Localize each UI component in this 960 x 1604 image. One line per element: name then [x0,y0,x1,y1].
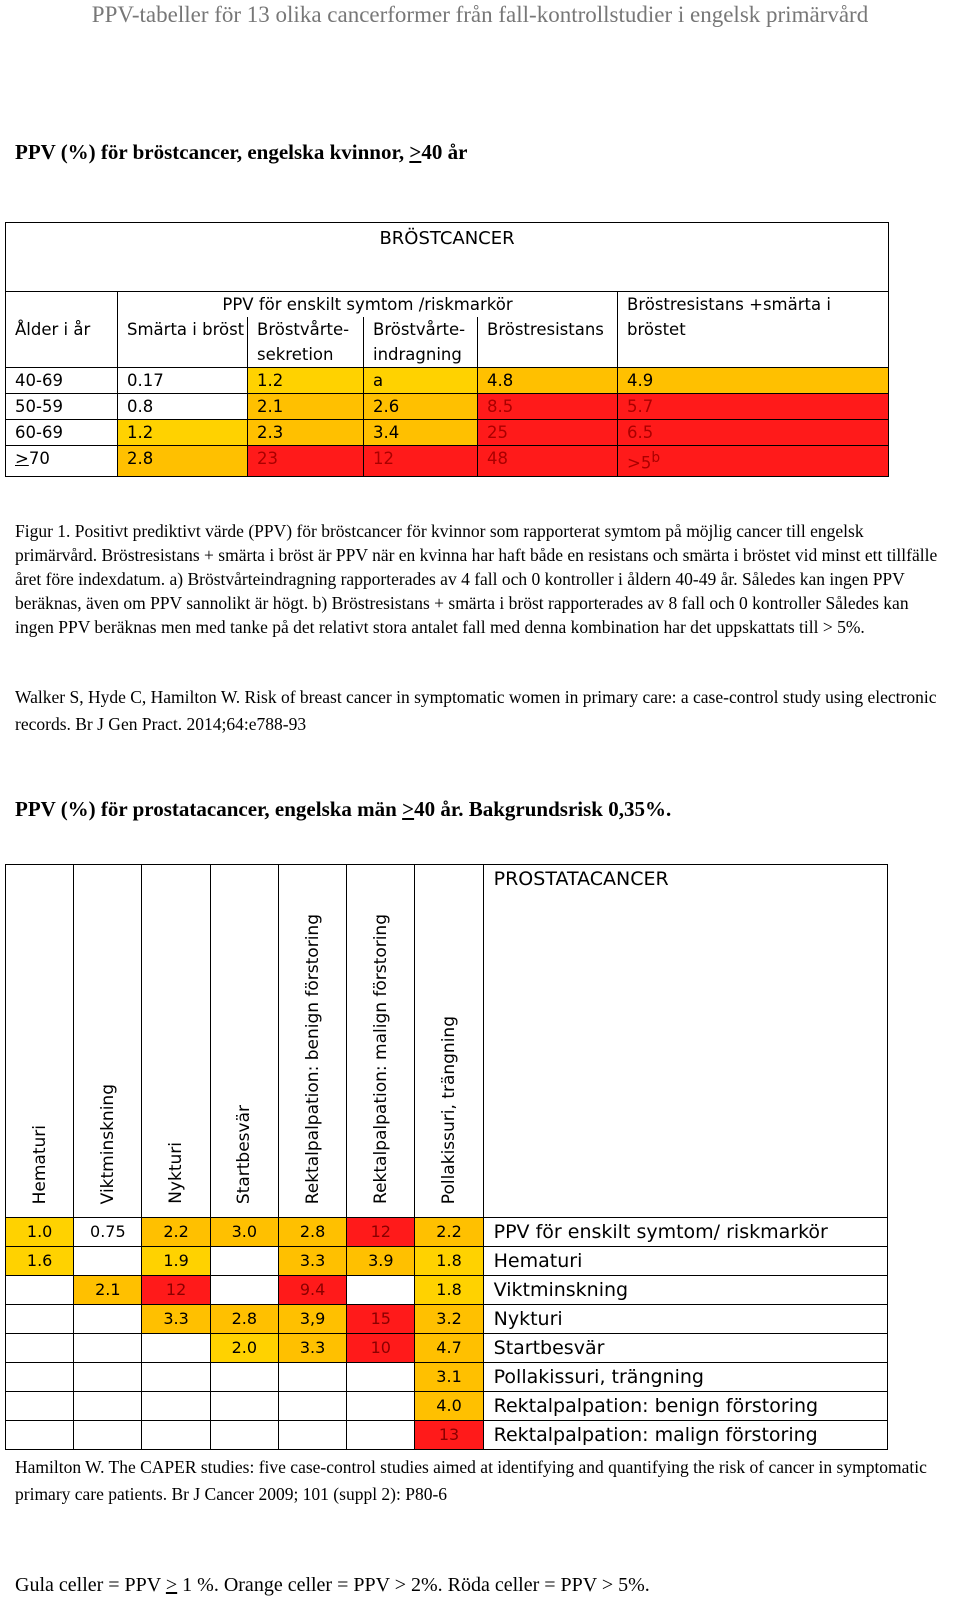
prostate-cell [347,1392,415,1421]
prostate-cell [6,1276,74,1305]
breast-cancer-table [5,222,889,477]
breast-cell-discharge: 23 [248,446,364,477]
prostate-cell [347,1363,415,1392]
prostate-cell: 12 [347,1218,415,1247]
prostate-row [6,1421,888,1450]
breast-row [6,446,889,477]
prostate-row [6,1363,888,1392]
breast-ppv-group-label: PPV för enskilt symtom /riskmarkör [118,292,618,318]
prostate-cell: 0.75 [74,1218,142,1247]
breast-cell-combo: 6.5 [618,420,889,446]
breast-cell-pain: 0.17 [118,368,248,394]
prostate-cell [6,1363,74,1392]
prostate-cell: 15 [347,1305,415,1334]
prostate-reference: Hamilton W. The CAPER studies: five case-control studies aimed at identifying and quantifying the risk of cancer in symptomatic primary care patients. Br J Cancer 2009; 101 (suppl 2): P80-6 [15,1457,927,1504]
prostate-cell [347,1421,415,1450]
prostate-cell: 1.8 [415,1247,483,1276]
prostate-row [6,1305,888,1334]
breast-cell-discharge: 1.2 [248,368,364,394]
breast-col-retraction: Bröstvårte-indragning [364,317,478,368]
prostate-cell [6,1334,74,1363]
prostate-heading [15,797,671,822]
prostate-row-label: Pollakissuri, trängning [483,1363,887,1392]
prostate-cell [278,1392,346,1421]
breast-cell-lump: 25 [478,420,618,446]
prostate-cell [74,1247,142,1276]
breast-cell-age [6,446,118,477]
prostate-cell [74,1421,142,1450]
breast-heading [15,140,467,165]
prostate-cell [142,1421,210,1450]
breast-row [6,394,889,420]
prostate-cell: 13 [415,1421,483,1450]
prostate-cell: 2.2 [142,1218,210,1247]
prostate-row [6,1334,888,1363]
color-legend [15,1574,650,1597]
breast-heading-suffix: 40 år [421,140,468,164]
prostate-cell [74,1334,142,1363]
prostate-cell: 3.1 [415,1363,483,1392]
breast-cell-lump: 4.8 [478,368,618,394]
breast-cell-discharge: 2.3 [248,420,364,446]
legend-suffix: 1 %. Orange celler = PPV > 2%. Röda celler = PPV > 5%. [177,1574,650,1596]
breast-col-age: Ålder i år [6,317,118,368]
prostate-cell: 3.2 [415,1305,483,1334]
prostate-cell [210,1392,278,1421]
breast-cell-retraction: 12 [364,446,478,477]
prostate-row-label: Hematuri [483,1247,887,1276]
breast-caption: Figur 1. Positivt prediktivt värde (PPV) för bröstcancer för kvinnor som rapporterat symtom på möjlig cancer till engelsk primärvård. Bröstresistans + smärta i bröst är PPV när en kvinna har haft både en resistans och smärta i bröstet vid minst ett tillfälle året före indexdatum. a) Bröstvårteindragning rapporterades av 4 fall och 0 kontroller i åldern 40-49 år. Således kan ingen PPV beräknas, även om PPV sannolikt är högt. b) Bröstresistans + smärta i bröst rapporterades av 8 fall och 0 kontroller Således kan ingen PPV beräknas men med tanke på det relativt stora antalet fall med denna kombination har det uppskattats till > 5%. [15,521,938,637]
legend-symbol: > [165,1574,178,1596]
breast-cell-retraction: 2.6 [364,394,478,420]
prostate-cell: 2.1 [74,1276,142,1305]
prostate-heading-suffix: 40 år. Bakgrundsrisk 0,35%. [414,797,672,821]
prostate-cell: 2.8 [278,1218,346,1247]
breast-heading-text: PPV (%) för bröstcancer, engelska kvinnor, [15,140,410,164]
breast-cell-age: 40-69 [6,368,118,394]
prostate-col-label: Pollakissuri, trängning [439,1015,460,1204]
prostate-col-label: Rektalpalpation: malign förstoring [370,914,391,1204]
prostate-cell [278,1363,346,1392]
prostate-table-title: PROSTATACANCER [483,865,887,1218]
breast-reference: Walker S, Hyde C, Hamilton W. Risk of breast cancer in symptomatic women in primary care: a case-control study using electronic records. Br J Gen Pract. 2014;64:e788-93 [15,687,937,734]
prostate-heading-symbol: > [402,797,415,821]
prostate-cell [6,1421,74,1450]
prostate-row [6,1392,888,1421]
prostate-cell [210,1276,278,1305]
prostate-cell: 12 [142,1276,210,1305]
prostate-row-label: Viktminskning [483,1276,887,1305]
prostate-cell [210,1247,278,1276]
prostate-row [6,1276,888,1305]
prostate-row-label: Rektalpalpation: malign förstoring [483,1421,887,1450]
prostate-cell: 3.3 [278,1334,346,1363]
prostate-col-startbesvar [210,865,278,1218]
prostate-cell: 1.8 [415,1276,483,1305]
breast-col-discharge: Bröstvårte-sekretion [248,317,364,368]
prostate-cell [278,1421,346,1450]
prostate-cell [74,1392,142,1421]
prostate-col-label: Nykturi [166,1142,187,1204]
prostate-col-label: Viktminskning [97,1083,118,1204]
prostate-heading-text: PPV (%) för prostatacancer, engelska män [15,797,403,821]
prostate-cell: 2.8 [210,1305,278,1334]
prostate-cell [142,1363,210,1392]
breast-col-lump: Bröstresistans [478,317,618,368]
prostate-cell [74,1363,142,1392]
prostate-cell [74,1305,142,1334]
legend-text: Gula celler = PPV [15,1574,166,1596]
prostate-cell [6,1305,74,1334]
prostate-col-pollakissuri [415,865,483,1218]
page-title: PPV-tabeller för 13 olika cancerformer från fall-kontrollstudier i engelsk primärvård [91,2,869,27]
prostate-row [6,1218,888,1247]
prostate-cell: 3.3 [142,1305,210,1334]
prostate-cancer-table [5,864,888,1450]
breast-cell-pain: 2.8 [118,446,248,477]
prostate-cell: 1.9 [142,1247,210,1276]
prostate-cell [210,1363,278,1392]
breast-cell-age: 50-59 [6,394,118,420]
prostate-row [6,1247,888,1276]
breast-cell-retraction: 3.4 [364,420,478,446]
breast-cell-combo: 4.9 [618,368,889,394]
breast-cell-pain: 0.8 [118,394,248,420]
prostate-col-label: Startbesvär [234,1104,255,1204]
breast-age-symbol: > [15,449,29,468]
breast-heading-symbol: > [409,140,422,164]
prostate-cell: 4.7 [415,1334,483,1363]
breast-combo-value: >5 [627,453,652,473]
prostate-cell [347,1276,415,1305]
prostate-cell: 3.3 [278,1247,346,1276]
breast-cell-pain: 1.2 [118,420,248,446]
breast-header-empty [6,292,118,318]
breast-row [6,420,889,446]
prostate-row-label: Nykturi [483,1305,887,1334]
prostate-col-label: Hematuri [29,1124,50,1204]
breast-row [6,368,889,394]
breast-cell-age: 60-69 [6,420,118,446]
prostate-cell: 3,9 [278,1305,346,1334]
prostate-col-label: Rektalpalpation: benign förstoring [302,913,323,1204]
prostate-row-label: PPV för enskilt symtom/ riskmarkör [483,1218,887,1247]
prostate-cell: 2.2 [415,1218,483,1247]
breast-cell-retraction: a [364,368,478,394]
prostate-cell: 1.0 [6,1218,74,1247]
breast-age-value: 70 [28,449,50,468]
prostate-cell: 3.0 [210,1218,278,1247]
prostate-col-rektal-malign [347,865,415,1218]
breast-cell-lump: 48 [478,446,618,477]
prostate-cell: 3.9 [347,1247,415,1276]
breast-combo-footnote: b [651,450,661,466]
breast-cell-combo: 5.7 [618,394,889,420]
prostate-row-label: Rektalpalpation: benign förstoring [483,1392,887,1421]
breast-cell-discharge: 2.1 [248,394,364,420]
breast-table-title: BRÖSTCANCER [6,223,889,292]
prostate-cell: 1.6 [6,1247,74,1276]
prostate-cell [210,1421,278,1450]
breast-cell-combo [618,446,889,477]
prostate-col-nykturi [142,865,210,1218]
prostate-col-rektal-benign [278,865,346,1218]
prostate-cell: 9.4 [278,1276,346,1305]
breast-col-combo: Bröstresistans +smärta i bröstet [618,292,889,368]
prostate-cell: 4.0 [415,1392,483,1421]
prostate-col-hematuri [6,865,74,1218]
prostate-cell [142,1392,210,1421]
prostate-cell [6,1392,74,1421]
prostate-cell [142,1334,210,1363]
breast-col-pain: Smärta i bröst [118,317,248,368]
prostate-row-label: Startbesvär [483,1334,887,1363]
prostate-col-viktminskning [74,865,142,1218]
prostate-cell: 2.0 [210,1334,278,1363]
prostate-cell: 10 [347,1334,415,1363]
breast-cell-lump: 8.5 [478,394,618,420]
